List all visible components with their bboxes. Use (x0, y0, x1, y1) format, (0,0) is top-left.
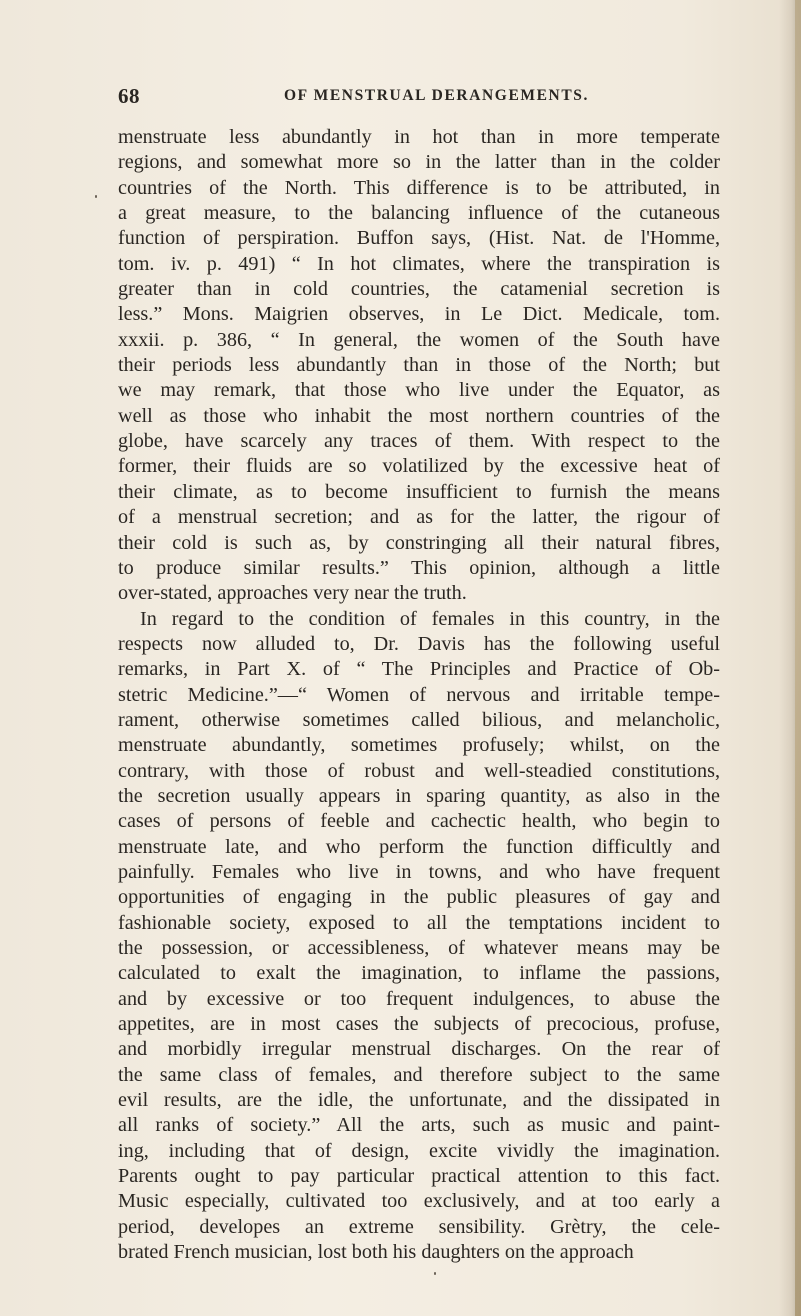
text-line: the secretion usually appears in sparing quantity, as also in the (118, 784, 720, 807)
page-edge (795, 0, 801, 1316)
text-line: countries of the North. This difference is to be attributed, in (118, 176, 720, 199)
text-line: their cold is such as, by constringing all their natural fibres, (118, 531, 720, 554)
page-number: 68 (118, 84, 140, 108)
text-line: cases of persons of feeble and cachectic health, who begin to (118, 810, 720, 833)
text-line: less.” Mons. Maigrien observes, in Le Dict. Medicale, tom. (118, 303, 720, 326)
text-line: xxxii. p. 386, “ In general, the women of the South have (118, 328, 720, 351)
text-line: Parents ought to pay particular practical attention to this fact. (118, 1165, 720, 1188)
text-line: and morbidly irregular menstrual discharges. On the rear of (118, 1038, 720, 1061)
text-line: opportunities of engaging in the public pleasures of gay and (118, 886, 720, 909)
text-line: a great measure, to the balancing influence of the cutaneous (118, 202, 720, 225)
text-line: former, their fluids are so volatilized by the excessive heat of (118, 455, 720, 478)
text-line: ing, including that of design, excite vividly the imagination. (118, 1139, 720, 1162)
text-line: regions, and somewhat more so in the latter than in the colder (118, 151, 720, 174)
text-line: globe, have scarcely any traces of them. With respect to the (118, 430, 720, 453)
text-line: calculated to exalt the imagination, to inflame the passions, (118, 962, 720, 985)
text-line: brated French musician, lost both his daughters on the approach (118, 1241, 634, 1264)
text-line: appetites, are in most cases the subjects of precocious, profuse, (118, 1013, 720, 1036)
paper-speck (95, 195, 97, 198)
text-line: fashionable society, exposed to all the temptations incident to (118, 911, 720, 934)
text-line: rament, otherwise sometimes called bilious, and melancholic, (118, 708, 720, 731)
text-line: their climate, as to become insufficient to furnish the means (118, 480, 720, 503)
text-line: over-stated, approaches very near the truth. (118, 582, 467, 605)
text-line: evil results, are the idle, the unfortunate, and the dissipated in (118, 1089, 720, 1112)
text-line: painfully. Females who live in towns, and who have frequent (118, 860, 720, 883)
text-line: function of perspiration. Buffon says, (Hist. Nat. de l'Homme, (118, 227, 720, 250)
text-line: menstruate late, and who perform the function difficultly and (118, 835, 720, 858)
text-line: the possession, or accessibleness, of whatever means may be (118, 937, 720, 959)
text-line: period, developes an extreme sensibility. Grètry, the cele- (118, 1215, 720, 1238)
page-header (118, 84, 718, 110)
running-head: OF MENSTRUAL DERANGEMENTS. (284, 87, 589, 104)
text-line: menstruate less abundantly in hot than in more temperate (118, 126, 720, 148)
text-line: menstruate abundantly, sometimes profusely; whilst, on the (118, 734, 720, 757)
text-line: contrary, with those of robust and well-steadied constitutions, (118, 759, 720, 782)
text-line: tom. iv. p. 491) “ In hot climates, where the transpiration is (118, 252, 720, 275)
text-line: we may remark, that those who live under the Equator, as (118, 379, 720, 402)
text-line: stetric Medicine.”—“ Women of nervous and irritable tempe- (118, 683, 720, 706)
text-line: remarks, in Part X. of “ The Principles and Practice of Ob- (118, 658, 720, 681)
text-line: well as those who inhabit the most northern countries of the (118, 404, 720, 427)
text-line: Music especially, cultivated too exclusively, and at too early a (118, 1190, 720, 1213)
text-line: respects now alluded to, Dr. Davis has the following useful (118, 632, 720, 655)
text-line: of a menstrual secretion; and as for the latter, the rigour of (118, 506, 720, 529)
paper-speck (434, 1272, 436, 1275)
text-line: and by excessive or too frequent indulgences, to abuse the (118, 987, 720, 1010)
text-line: to produce similar results.” This opinion, although a little (118, 556, 720, 579)
text-line: In regard to the condition of females in this country, in the (140, 607, 720, 630)
text-line: their periods less abundantly than in those of the North; but (118, 354, 720, 377)
body-text (118, 125, 720, 1265)
text-line: all ranks of society.” All the arts, such as music and paint- (118, 1114, 720, 1137)
text-line: greater than in cold countries, the catamenial secretion is (118, 278, 720, 301)
text-line: the same class of females, and therefore subject to the same (118, 1063, 720, 1086)
